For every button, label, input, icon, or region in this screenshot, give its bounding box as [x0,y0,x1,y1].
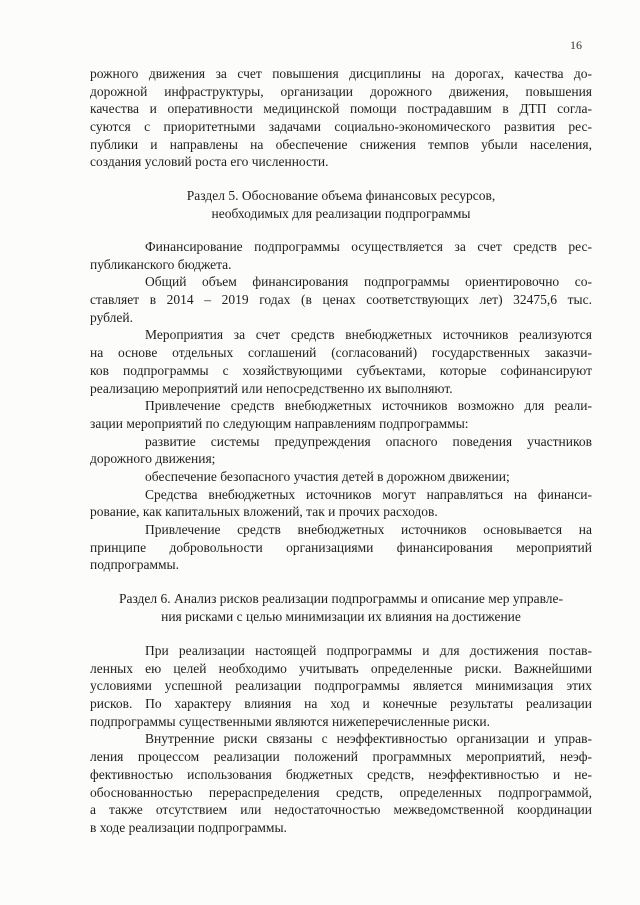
list-item [90,433,592,468]
section-6-body [90,642,592,837]
paragraph [90,326,592,397]
text-line: ков подпрограммы с хозяйствующими субъектами, которые софинансируют [90,362,592,378]
text-line: дорожного движения; [90,451,216,467]
text-line: развитие системы предупреждения опасного поведения участников [145,433,592,449]
text-line: Финансирование подпрограммы осуществляется за счет средств рес- [145,239,592,254]
text-line: Средства внебюджетных источников могут направляться на финанси- [145,486,592,502]
section-5-body [90,238,592,574]
text-line: Привлечение средств внебюджетных источников возможно для реали- [145,398,592,414]
text-line: Внутренние риски связаны с неэффективностью организации и управ- [145,731,592,747]
intro-paragraph [90,65,592,171]
text-line: ставляет в 2014 – 2019 годах (в ценах соответствующих лет) 32475,6 тыс. [90,292,592,308]
paragraph [90,397,592,432]
text-line: качества и оперативности медицинской помощи пострадавшим в ДТП согла- [90,101,592,117]
text-line: ленных ею целей необходимо учитывать определенные риски. Важнейшими [90,660,592,676]
text-line: дорожной инфраструктуры, организации дорожного движения, повышения [90,83,592,99]
text-line: рожного движения за счет повышения дисциплины на дорогах, качества до- [90,66,592,81]
text-line: создания условий роста его численности. [90,154,329,170]
list-item [90,468,592,486]
text-line: суются с приоритетными задачами социально-экономического развития рес- [90,119,592,135]
paragraph [90,238,592,273]
paragraph [90,273,592,326]
text-line: в ходе реализации подпрограммы. [90,819,287,835]
text-line: Привлечение средств внебюджетных источников основывается на [145,522,592,537]
section-6-heading [90,590,592,625]
paragraph [90,486,592,521]
heading-line: Раздел 6. Анализ рисков реализации подпрограммы и описание мер управле- [118,591,564,606]
page-number: 16 [570,38,582,52]
text-line: Общий объем финансирования подпрограммы ориентировочно со- [145,274,592,290]
text-line: подпрограммы. [90,557,179,573]
text-line: обоснованностью перераспределения средств, определенных подпрограммой, [90,784,592,800]
text-line: публиканского бюджета. [90,256,232,272]
section-5-heading [90,187,592,222]
text-line: Мероприятия за счет средств внебюджетных источников реализуются [145,327,592,343]
text-line: рисков. По характеру влияния на ход и конечные результаты реализации [90,696,592,712]
text-line: на основе отдельных соглашений (согласований) государственных заказчи- [90,345,592,361]
heading-line: необходимых для реализации подпрограммы [211,205,471,221]
text-line: зации мероприятий по следующим направлениям подпрограммы: [90,415,469,431]
text-line: При реализации настоящей подпрограммы и для достижения постав- [145,643,592,658]
text-line: подпрограммы существенными являются нижеперечисленные риски. [90,713,490,729]
text-line: рублей. [90,309,134,325]
text-line: а также отсутствием или недостаточностью межведомственной координации [90,802,592,818]
paragraph [90,642,592,730]
text-line: публики и направлены на обеспечение снижения темпов убыли населения, [90,136,592,152]
text-line: обеспечение безопасного участия детей в дорожном движении; [145,468,510,484]
heading-line: Раздел 5. Обоснование объема финансовых ресурсов, [186,188,496,203]
text-line: ления процессом реализации положений программных мероприятий, неэф- [90,749,592,765]
paragraph [90,521,592,574]
text-line: реализацию мероприятий или непосредственно их выполняют. [90,380,453,396]
paragraph [90,730,592,836]
text-line: условиями успешной реализации подпрограммы является минимизация этих [90,678,592,694]
text-line: фективностью использования бюджетных средств, неэффективностью и не- [90,766,592,782]
text-line: принципе добровольности организациями финансирования мероприятий [90,539,592,555]
text-line: рование, как капитальных вложений, так и прочих расходов. [90,504,438,520]
heading-line: ния рисками с целью минимизации их влияния на достижение [161,608,521,624]
